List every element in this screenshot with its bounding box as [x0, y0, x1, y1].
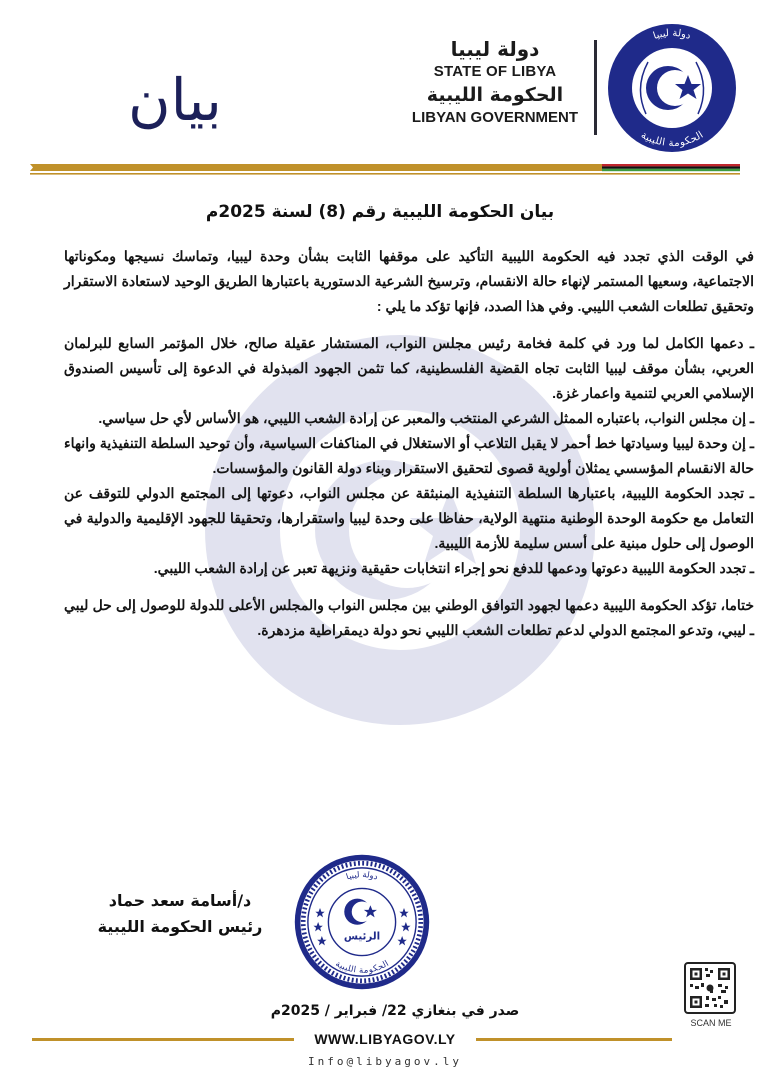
statement-point: ـ إن وحدة ليبيا وسيادتها خط أحمر لا يقبل التلاعب أو الاستغلال في المناكفات السياسية، وأن توحيد السلطة التنفيذية وانهاء حالة الانقسام المؤسسي يمثلان أولوية قصوى لتحقيق الاستقرار وبناء دولة القانون والمؤسسات. [64, 435, 754, 476]
state-name-english: STATE OF LIBYA [433, 63, 557, 80]
bayan-calligraphy-text: بيان [128, 66, 222, 134]
government-emblem-logo [606, 22, 738, 154]
stamp-center-text: الرئيس [343, 930, 381, 943]
stamp-bottom-text: الحكومة الليبية [333, 958, 391, 976]
statement-point: ـ إن مجلس النواب، باعتباره الممثل الشرعي المنتخب والمعبر عن إرادة الشعب الليبي، هو الأساس لأي حل سياسي. [98, 410, 754, 426]
statement-point: ـ تجدد الحكومة الليبية دعوتها ودعمها للدفع نحو إجراء انتخابات حقيقية ونزيهة تعبر عن إرادة الشعب الليبي. [153, 560, 754, 576]
gold-band [30, 164, 602, 171]
bayan-calligraphy [120, 55, 230, 145]
header-divider [594, 40, 597, 135]
signatory-title: رئيس الحكومة الليبية [97, 917, 263, 936]
statement-point: ـ دعمها الكامل لما ورد في كلمة فخامة رئيس مجلس النواب، المستشار عقيلة صالح، خلال المؤتمر السابع للبرلمان العربي، بشأن موقف ليبيا الثابت تجاه القضية الفلسطينية، كما تثمن الجهود المبذولة في الدعوة إلى تأسيس الصندوق الإسلامي العربي لتنمية واعمار غزة. [64, 335, 754, 401]
government-name-arabic: الحكومة الليبية [426, 84, 564, 106]
flag-green-stripe [602, 169, 740, 171]
letterhead-title-block [395, 36, 595, 128]
letterhead [0, 0, 768, 200]
flag-red-stripe [602, 164, 740, 166]
email-link[interactable]: Info@libyagov.ly [308, 1055, 462, 1068]
statement-closing: ختاما، تؤكد الحكومة الليبية دعمها لجهود التوافق الوطني بين مجلس النواب والمجلس الأعلى للدولة للوصول إلى حل ليبي ـ ليبي، وتدعو المجتمع الدولي لدعم تطلعات الشعب الليبي نحو دولة ديمقراطية مزدهرة. [64, 597, 754, 638]
official-seal-stamp [292, 852, 432, 992]
footer-rule-left [32, 1038, 294, 1041]
website-link[interactable]: WWW.LIBYAGOV.LY [314, 1031, 456, 1047]
signature-block [80, 888, 280, 940]
stamp-top-text: دولة ليبيا [344, 869, 380, 882]
header-rule [30, 163, 740, 175]
statement-intro: في الوقت الذي تجدد فيه الحكومة الليبية التأكيد على موقفها الثابت بشأن وحدة ليبيا، وتماسك نسيجها ومكوناتها الاجتماعية، وسعيها المستمر لإنهاء حالة الانقسام، وترسيخ الشرعية الدستورية باعتبارها الطريق الوحيد لاستعادة الاستقرار وتحقيق تطلعات الشعب الليبي. وفي هذا الصدد، فإنها تؤكد ما يلي : [64, 248, 754, 314]
flag-black-stripe [602, 166, 740, 168]
emblem-bottom-text: الحكومة الليبية [638, 130, 706, 150]
state-name-arabic: دولة ليبيا [450, 37, 540, 61]
emblem-top-text: دولة ليبيا [651, 27, 693, 42]
government-name-english: LIBYAN GOVERNMENT [411, 109, 579, 126]
issue-place-date: صدر في بنغازي 22/ فبراير / 2025م [270, 1003, 520, 1019]
scan-me-label: SCAN ME [690, 1018, 732, 1028]
footer-rule-right [476, 1038, 672, 1041]
qr-center-globe-icon [707, 985, 714, 992]
gold-thin-line [30, 173, 740, 175]
statement-title: بيان الحكومة الليبية رقم (8) لسنة 2025م [205, 202, 555, 222]
signatory-name: د/أسامة سعد حماد [108, 891, 252, 910]
statement-body [64, 244, 754, 643]
statement-point: ـ تجدد الحكومة الليبية، باعتبارها السلطة التنفيذية المنبثقة عن مجلس النواب، دعوتها إلى المجتمع الدولي للتوقف عن التعامل مع حكومة الوحدة الوطنية منتهية الولاية، حفاظا على وحدة ليبيا واستقرارها، وتحقيقا للجهود الإقليمية والدولية في الوصول إلى حلول مبنية على أسس سليمة للأزمة الليبية. [64, 485, 754, 551]
qr-code[interactable] [684, 962, 736, 1014]
